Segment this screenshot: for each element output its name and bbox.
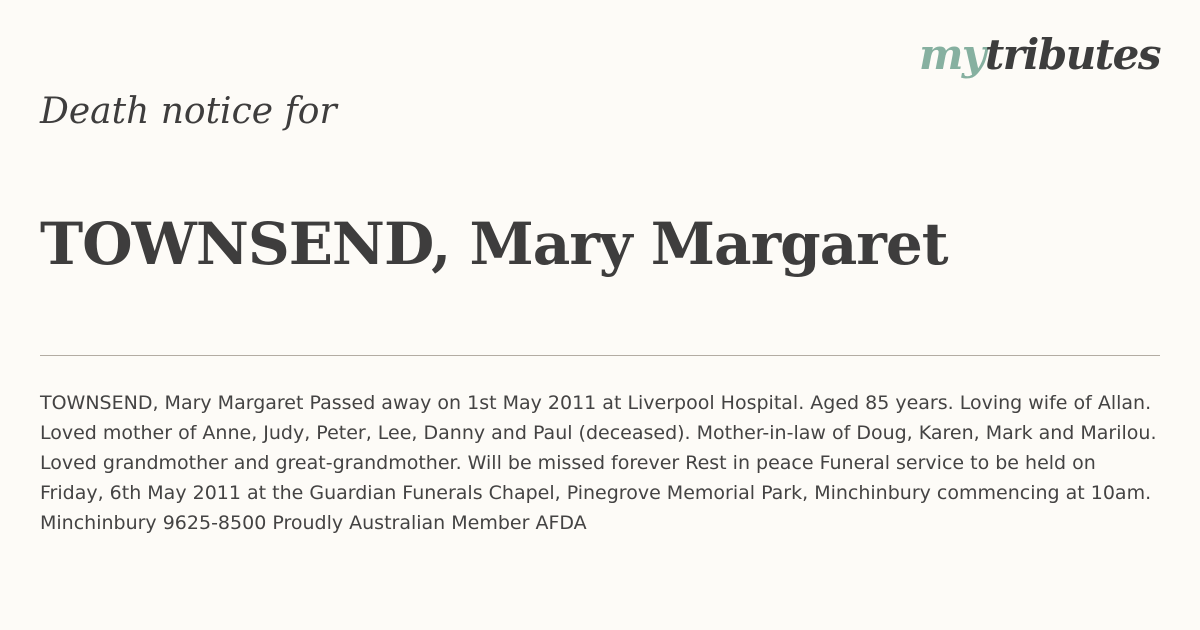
section-divider [40, 355, 1160, 356]
deceased-name: TOWNSEND, Mary Margaret [40, 210, 948, 278]
notice-eyebrow: Death notice for [40, 91, 337, 132]
notice-body: TOWNSEND, Mary Margaret Passed away on 1st May 2011 at Liverpool Hospital. Aged 85 years. Loving wife of Allan. Loved mother of Anne, Judy, Peter, Lee, Danny and Paul (deceased). Mother-in-law of Doug, Karen, Mark and Marilou. Loved grandmother and great-grandmother. Will be missed forever Rest in peace Funeral service to be held on Friday, 6th May 2011 at the Guardian Funerals Chapel, Pinegrove Memorial Park, Minchinbury commencing at 10am. Minchinbury 9625-8500 Proudly Australian Member AFDA [40, 392, 1157, 534]
logo-part-tributes: tributes [984, 30, 1160, 79]
mytributes-logo[interactable] [918, 30, 1160, 79]
logo-part-my: my [918, 30, 985, 79]
